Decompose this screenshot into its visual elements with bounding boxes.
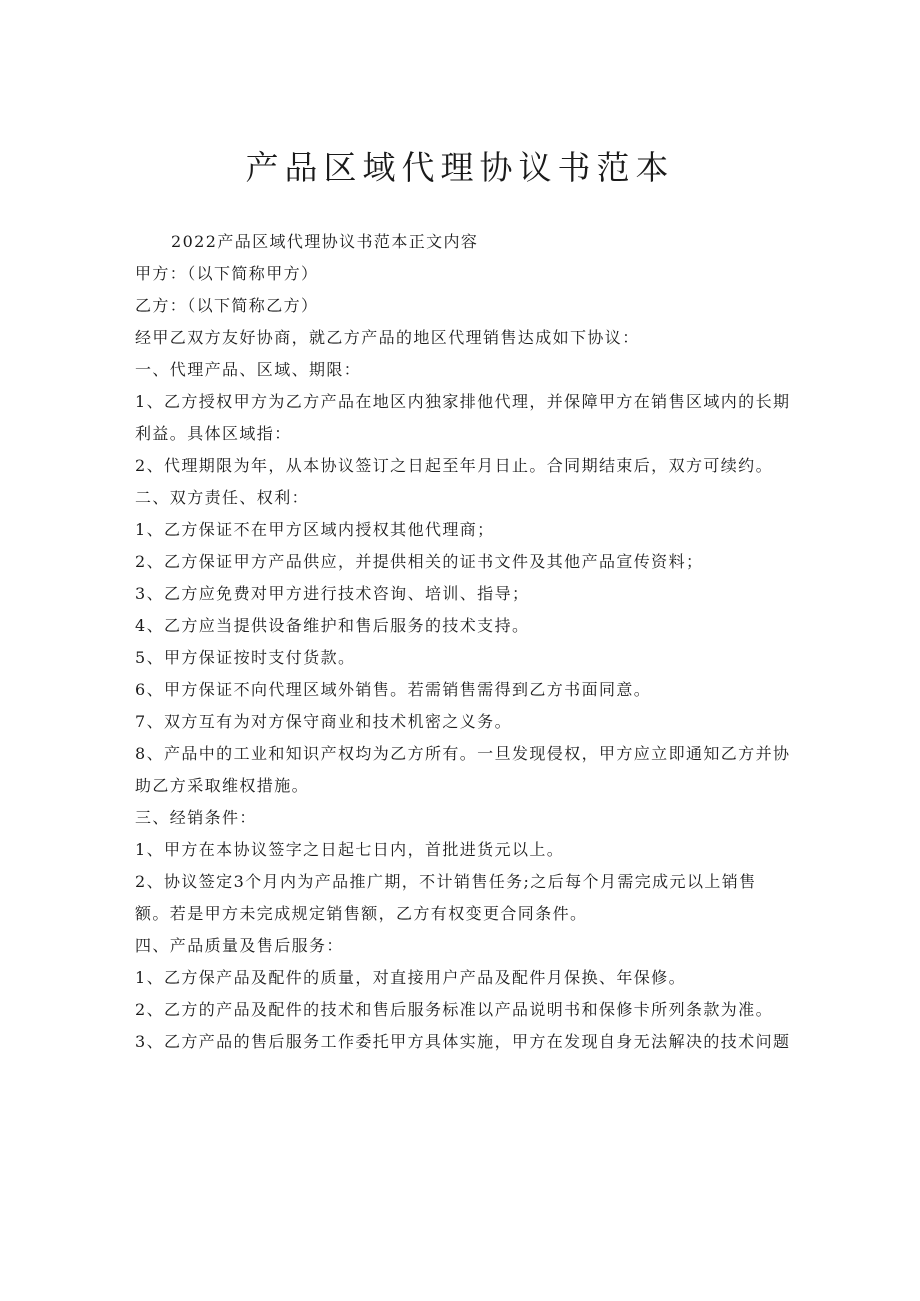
section-heading: 一、代理产品、区域、期限： <box>135 360 362 379</box>
text-line: 1、甲方在本协议签字之日起七日内，首批进货元以上。 <box>135 840 565 859</box>
section-heading: 二、双方责任、权利： <box>135 488 310 507</box>
text-line: 1、乙方保产品及配件的质量，对直接用户产品及配件月保换、年保修。 <box>135 968 686 987</box>
text-line: 乙方：（以下简称乙方） <box>135 296 319 315</box>
text-line: 7、双方互有为对方保守商业和技术机密之义务。 <box>135 712 512 731</box>
text-line: 甲方：（以下简称甲方） <box>135 264 319 283</box>
text-line: 额。若是甲方未完成规定销售额，乙方有权变更合同条件。 <box>135 904 588 923</box>
document-body <box>135 226 791 1058</box>
text-line: 利益。具体区域指： <box>135 424 292 443</box>
text-line: 2、乙方保证甲方产品供应，并提供相关的证书文件及其他产品宣传资料； <box>135 552 704 571</box>
section-heading: 三、经销条件： <box>135 808 257 827</box>
text-line: 8、产品中的工业和知识产权均为乙方所有。一旦发现侵权，甲方应立即通知乙方并协 <box>135 744 791 763</box>
text-line: 3、乙方产品的售后服务工作委托甲方具体实施，甲方在发现自身无法解决的技术问题 <box>135 1032 791 1051</box>
text-line: 1、乙方保证不在甲方区域内授权其他代理商； <box>135 520 495 539</box>
text-line: 助乙方采取维权措施。 <box>135 776 310 795</box>
text-line: 3、乙方应免费对甲方进行技术咨询、培训、指导； <box>135 584 530 603</box>
text-line: 4、乙方应当提供设备维护和售后服务的技术支持。 <box>135 616 530 635</box>
text-line: 5、甲方保证按时支付货款。 <box>135 648 356 667</box>
text-line: 6、甲方保证不向代理区域外销售。若需销售需得到乙方书面同意。 <box>135 680 652 699</box>
text-line: 1、乙方授权甲方为乙方产品在地区内独家排他代理，并保障甲方在销售区域内的长期 <box>135 392 791 411</box>
text-line: 2、乙方的产品及配件的技术和售后服务标准以产品说明书和保修卡所列条款为准。 <box>135 1000 773 1019</box>
text-line: 经甲乙双方友好协商，就乙方产品的地区代理销售达成如下协议： <box>135 328 640 347</box>
text-line: 2022产品区域代理协议书范本正文内容 <box>171 232 479 251</box>
text-line: 2、代理期限为年，从本协议签订之日起至年月日止。合同期结束后，双方可续约。 <box>135 456 773 475</box>
text-line: 2、协议签定3个月内为产品推广期，不计销售任务;之后每个月需完成元以上销售 <box>135 872 757 891</box>
document-title: 产品区域代理协议书范本 <box>245 148 675 187</box>
section-heading: 四、产品质量及售后服务： <box>135 936 344 955</box>
